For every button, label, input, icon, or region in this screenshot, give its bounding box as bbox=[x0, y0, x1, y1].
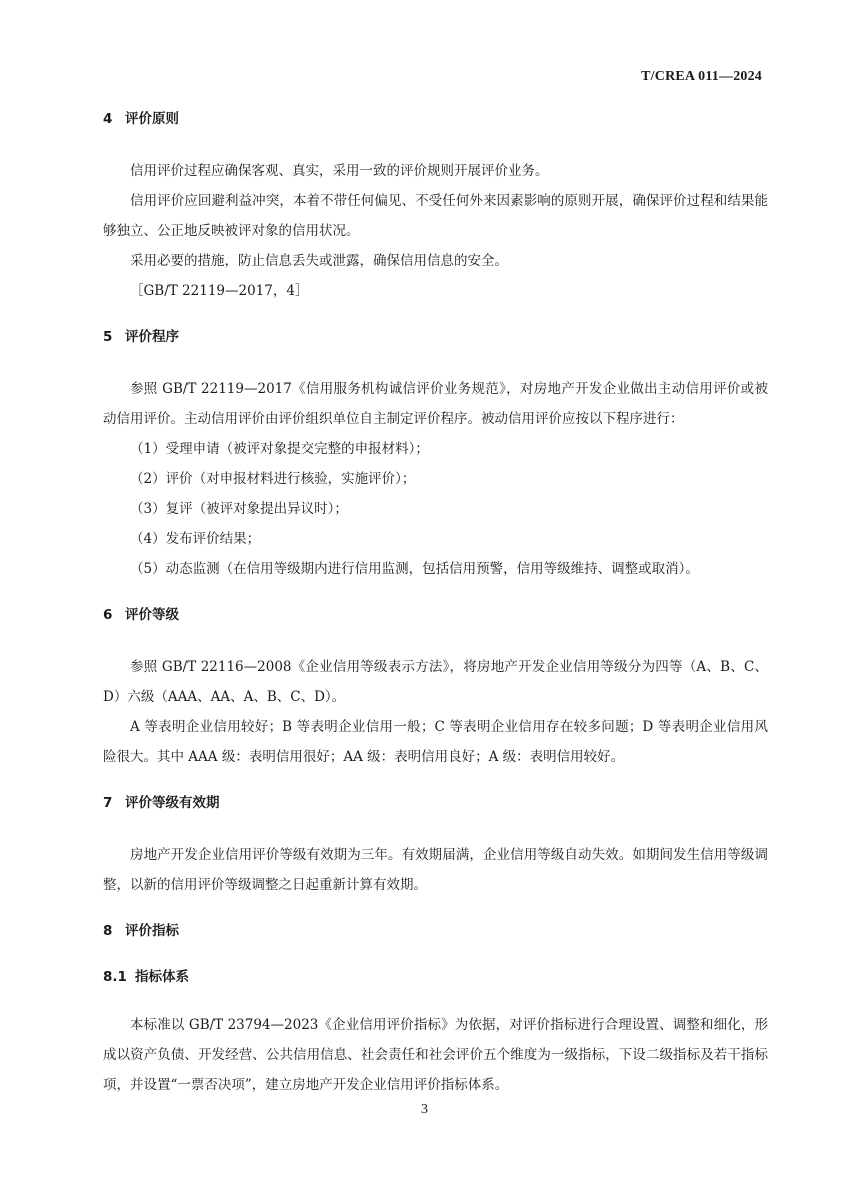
list-item: （5）动态监测（在信用等级期内进行信用监测，包括信用预警，信用等级维持、调整或取消）。 bbox=[130, 561, 699, 577]
section-title: 指标体系 bbox=[135, 969, 189, 985]
section-8-1-heading bbox=[103, 962, 768, 992]
section-number: 8 bbox=[103, 923, 113, 939]
list-item: （2）评价（对申报材料进行核验，实施评价）； bbox=[130, 471, 416, 487]
section-title: 评价等级有效期 bbox=[125, 795, 220, 811]
page-number: 3 bbox=[421, 1102, 428, 1117]
section-8-heading bbox=[103, 916, 768, 946]
paragraph: 信用评价应回避利益冲突，本着不带任何偏见、不受任何外来因素影响的原则开展，确保评价过程和结果能够独立、公正地反映被评对象的信用状况。 bbox=[103, 193, 768, 239]
section-6-heading bbox=[103, 600, 768, 630]
paragraph: 房地产开发企业信用评价等级有效期为三年。有效期届满，企业信用等级自动失效。如期间发生信用等级调整，以新的信用评价等级调整之日起重新计算有效期。 bbox=[103, 847, 768, 893]
reference-citation: ［GB/T 22119—2017，4］ bbox=[130, 283, 309, 299]
section-number: 7 bbox=[103, 795, 113, 811]
section-number: 5 bbox=[103, 329, 113, 345]
paragraph: 参照 GB/T 22119—2017《信用服务机构诚信评价业务规范》，对房地产开发企业做出主动信用评价或被动信用评价。主动信用评价由评价组织单位自主制定评价程序。被动信用评价应按以下程序进行： bbox=[103, 381, 768, 427]
paragraph: 采用必要的措施，防止信息丢失或泄露，确保信用信息的安全。 bbox=[130, 253, 508, 269]
section-title: 评价原则 bbox=[125, 111, 179, 127]
section-title: 评价等级 bbox=[125, 607, 179, 623]
section-7-heading bbox=[103, 788, 768, 818]
section-5-heading bbox=[103, 322, 768, 352]
page-content bbox=[103, 104, 768, 1100]
list-item: （3）复评（被评对象提出异议时）； bbox=[130, 501, 348, 517]
paragraph: 参照 GB/T 22116—2008《企业信用等级表示方法》，将房地产开发企业信用等级分为四等（A、B、C、D）六级（AAA、AA、A、B、C、D）。 bbox=[103, 659, 768, 705]
paragraph: 信用评价过程应确保客观、真实，采用一致的评价规则开展评价业务。 bbox=[130, 163, 549, 179]
paragraph: A 等表明企业信用较好；B 等表明企业信用一般；C 等表明企业信用存在较多问题；D 等表明企业信用风险很大。其中 AAA 级：表明信用很好；AA 级：表明信用良好；A 级：表明信用较好。 bbox=[103, 719, 768, 765]
paragraph: 本标准以 GB/T 23794—2023《企业信用评价指标》为依据，对评价指标进行合理设置、调整和细化，形成以资产负债、开发经营、公共信用信息、社会责任和社会评价五个维度为一级指标，下设二级指标及若干指标项，并设置“一票否决项”，建立房地产开发企业信用评价指标体系。 bbox=[103, 1017, 768, 1093]
section-4-heading bbox=[103, 104, 768, 134]
section-number: 4 bbox=[103, 111, 113, 127]
list-item: （1）受理申请（被评对象提交完整的申报材料）； bbox=[130, 441, 429, 457]
list-item: （4）发布评价结果； bbox=[130, 531, 261, 547]
document-id: T/CREA 011—2024 bbox=[641, 69, 762, 84]
section-title: 评价指标 bbox=[125, 923, 179, 939]
section-title: 评价程序 bbox=[125, 329, 179, 345]
section-number: 6 bbox=[103, 607, 113, 623]
section-number: 8.1 bbox=[103, 969, 127, 985]
